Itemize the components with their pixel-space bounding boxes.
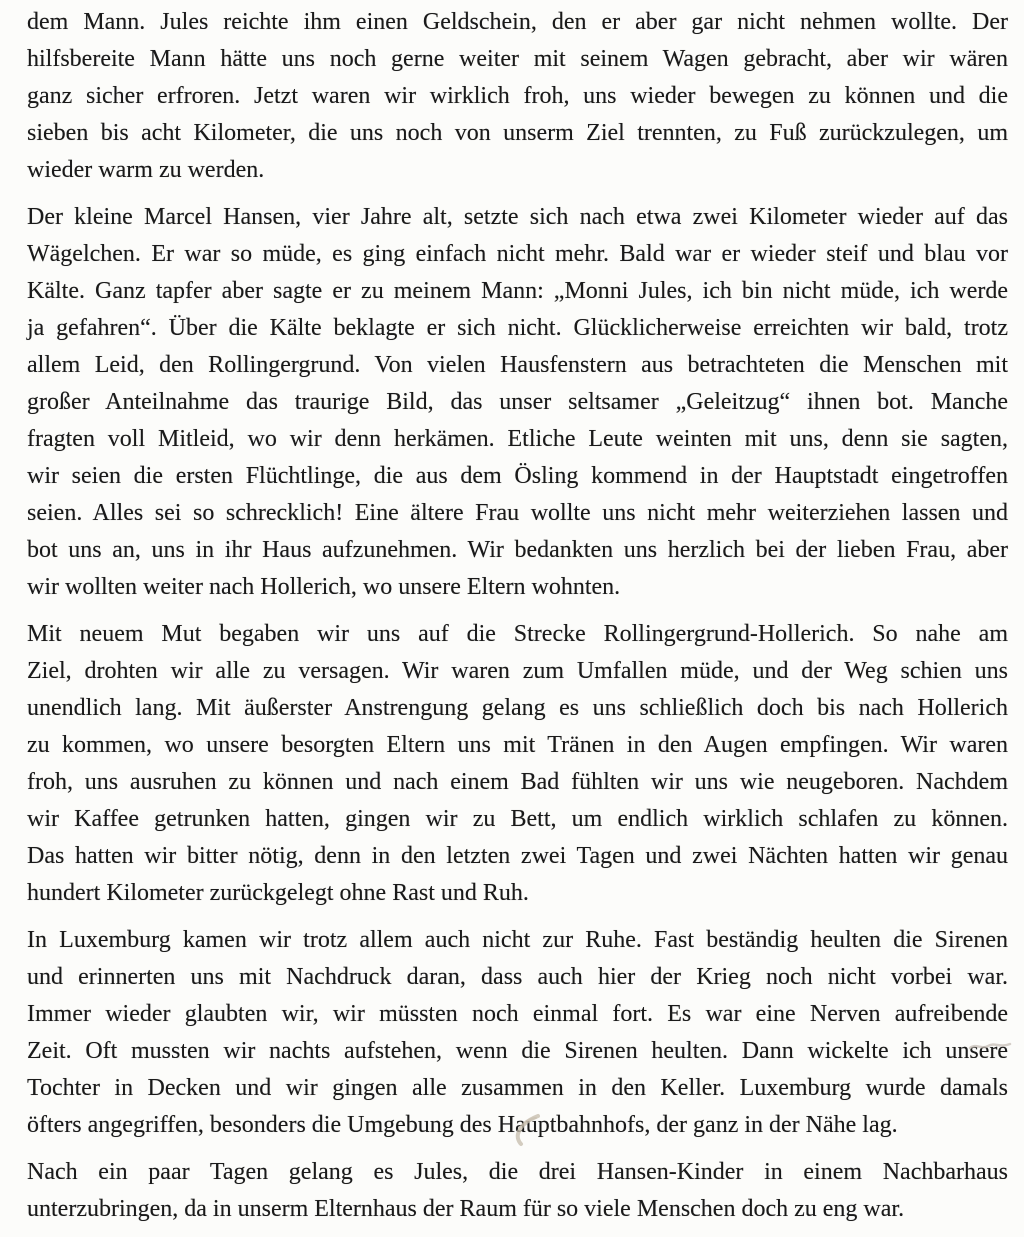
text-line: ja gefahren“. Über die Kälte beklagte er sich nicht. Glücklicherweise erreichten wir bald, trotz [27, 315, 1008, 341]
text-line: Tochter in Decken und wir gingen alle zusammen in den Keller. Luxemburg wurde damals [27, 1075, 1008, 1101]
paragraph-4 [27, 922, 1008, 1144]
text-line: wieder warm zu werden. [27, 157, 265, 183]
text-line: Zeit. Oft mussten wir nachts aufstehen, wenn die Sirenen heulten. Dann wickelte ich unsere [27, 1038, 1008, 1064]
text-line: Kälte. Ganz tapfer aber sagte er zu meinem Mann: „Monni Jules, ich bin nicht müde, ich werde [27, 278, 1008, 304]
text-line: hilfsbereite Mann hätte uns noch gerne weiter mit seinem Wagen gebracht, aber wir wären [27, 46, 1008, 72]
text-line: zu kommen, wo unsere besorgten Eltern uns mit Tränen in den Augen empfingen. Wir waren [27, 732, 1008, 758]
text-line: allem Leid, den Rollingergrund. Von vielen Hausfenstern aus betrachteten die Menschen mit [27, 352, 1008, 378]
text-line: unendlich lang. Mit äußerster Anstrengung gelang es uns schließlich doch bis nach Hollerich [27, 695, 1008, 721]
text-line: sieben bis acht Kilometer, die uns noch von unserm Ziel trennten, zu Fuß zurückzulegen, um [27, 120, 1008, 146]
text-line: wir wollten weiter nach Hollerich, wo unsere Eltern wohnten. [27, 574, 621, 600]
text-line: Ziel, drohten wir alle zu versagen. Wir waren zum Umfallen müde, und der Weg schien uns [27, 658, 1008, 684]
text-line: seien. Alles sei so schrecklich! Eine ältere Frau wollte uns nicht mehr weiterziehen lassen und [27, 500, 1008, 526]
text-line: Immer wieder glaubten wir, wir müssten noch einmal fort. Es war eine Nerven aufreibende [27, 1001, 1008, 1027]
text-line: dem Mann. Jules reichte ihm einen Geldschein, den er aber gar nicht nehmen wollte. Der [27, 9, 1008, 35]
text-line: Mit neuem Mut begaben wir uns auf die Strecke Rollingergrund-Hollerich. So nahe am [27, 621, 1008, 647]
paragraph-1 [27, 4, 1008, 189]
text-line: Nach ein paar Tagen gelang es Jules, die drei Hansen-Kinder in einem Nachbarhaus [27, 1159, 1008, 1185]
text-line: froh, uns ausruhen zu können und nach einem Bad fühlten wir uns wie neugeboren. Nachdem [27, 769, 1008, 795]
text-line: bot uns an, uns in ihr Haus aufzunehmen. Wir bedankten uns herzlich bei der lieben Frau, aber [27, 537, 1008, 563]
paragraph-3 [27, 616, 1008, 912]
text-line: und erinnerten uns mit Nachdruck daran, dass auch hier der Krieg noch nicht vorbei war. [27, 964, 1008, 990]
paragraph-5 [27, 1154, 1008, 1228]
text-line: unterzubringen, da in unserm Elternhaus der Raum für so viele Menschen doch zu eng war. [27, 1196, 905, 1222]
text-line: hundert Kilometer zurückgelegt ohne Rast und Ruh. [27, 880, 529, 906]
text-line: Der kleine Marcel Hansen, vier Jahre alt, setzte sich nach etwa zwei Kilometer wieder auf das [27, 204, 1008, 230]
text-line: wir Kaffee getrunken hatten, gingen wir zu Bett, um endlich wirklich schlafen zu können. [27, 806, 1008, 832]
text-line: ganz sicher erfroren. Jetzt waren wir wirklich froh, uns wieder bewegen zu können und die [27, 83, 1008, 109]
text-line: Das hatten wir bitter nötig, denn in den letzten zwei Tagen und zwei Nächten hatten wir genau [27, 843, 1008, 869]
text-line: wir seien die ersten Flüchtlinge, die aus dem Ösling kommend in der Hauptstadt eingetroffen [27, 463, 1008, 489]
text-line: In Luxemburg kamen wir trotz allem auch nicht zur Ruhe. Fast beständig heulten die Sirenen [27, 927, 1008, 953]
text-line: fragten voll Mitleid, wo wir denn herkämen. Etliche Leute weinten mit uns, denn sie sagten, [27, 426, 1008, 452]
paragraph-2 [27, 199, 1008, 606]
text-line: Wägelchen. Er war so müde, es ging einfach nicht mehr. Bald war er wieder steif und blau vor [27, 241, 1008, 267]
text-line: großer Anteilnahme das traurige Bild, das unser seltsamer „Geleitzug“ ihnen bot. Manche [27, 389, 1008, 415]
text-line: öfters angegriffen, besonders die Umgebung des Hauptbahnhofs, der ganz in der Nähe lag. [27, 1112, 898, 1138]
